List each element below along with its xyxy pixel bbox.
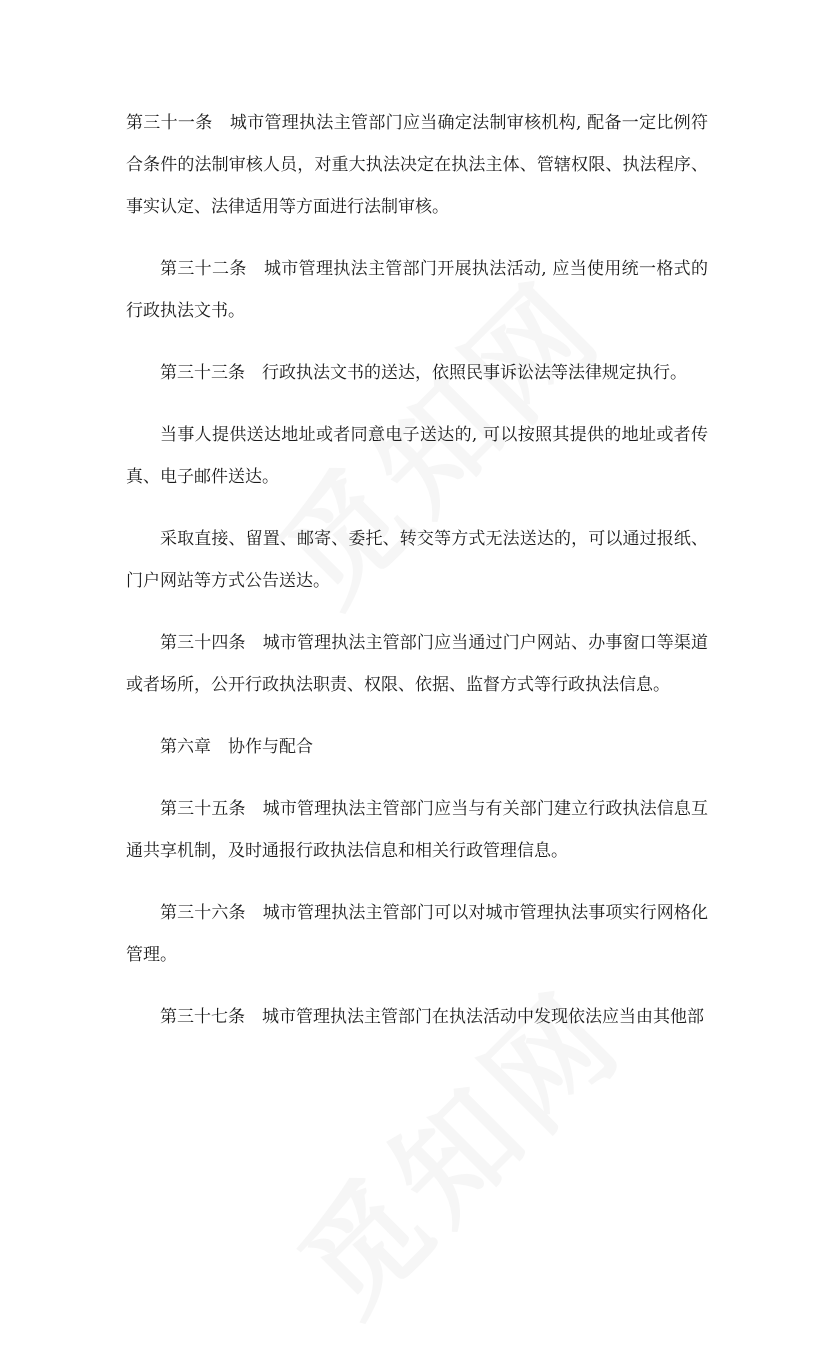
paragraph-article-36: 第三十六条 城市管理执法主管部门可以对城市管理执法事项实行网格化管理。	[126, 903, 708, 965]
document-body	[126, 102, 708, 1038]
chapter-heading: 第六章 协作与配合	[160, 737, 313, 757]
paragraph-article-31: 第三十一条 城市管理执法主管部门应当确定法制审核机构, 配备一定比例符合条件的法制审核人员，对重大执法决定在执法主体、管辖权限、执法程序、事实认定、法律适用等方面进行法制审核。	[126, 113, 708, 217]
paragraph-electronic-delivery: 当事人提供送达地址或者同意电子送达的, 可以按照其提供的地址或者传真、电子邮件送达。	[126, 425, 708, 487]
paragraph-article-32: 第三十二条 城市管理执法主管部门开展执法活动, 应当使用统一格式的行政执法文书。	[126, 259, 708, 321]
paragraph-article-37: 第三十七条 城市管理执法主管部门在执法活动中发现依法应当由其他部	[160, 1007, 704, 1027]
paragraph-article-34: 第三十四条 城市管理执法主管部门应当通过门户网站、办事窗口等渠道或者场所，公开行政执法职责、权限、依据、监督方式等行政执法信息。	[126, 633, 708, 695]
paragraph-article-33: 第三十三条 行政执法文书的送达，依照民事诉讼法等法律规定执行。	[160, 363, 687, 383]
paragraph-article-35: 第三十五条 城市管理执法主管部门应当与有关部门建立行政执法信息互通共享机制，及时通报行政执法信息和相关行政管理信息。	[126, 799, 708, 861]
paragraph-public-notice-delivery: 采取直接、留置、邮寄、委托、转交等方式无法送达的，可以通过报纸、门户网站等方式公告送达。	[126, 529, 708, 591]
